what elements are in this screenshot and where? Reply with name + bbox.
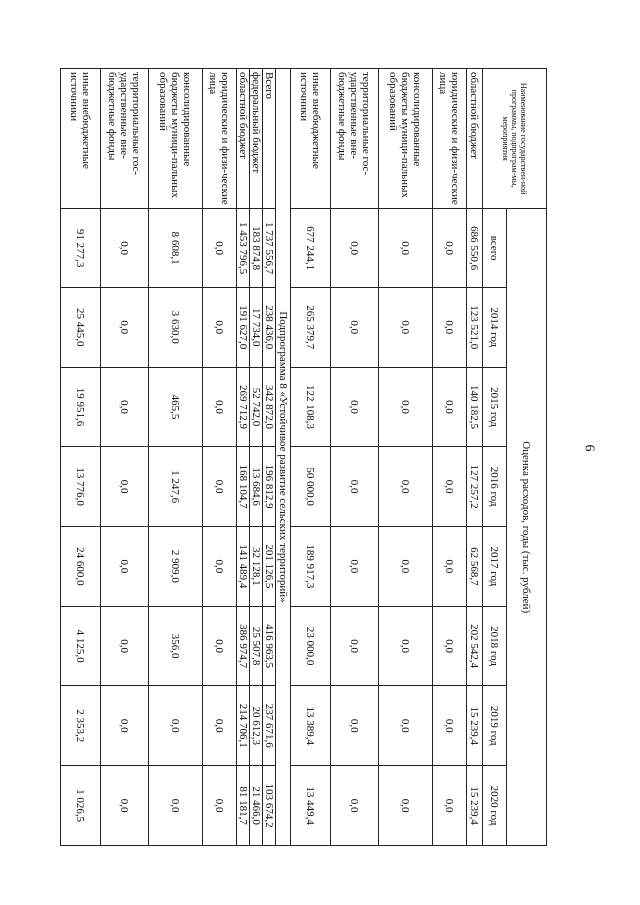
row-value: 4 125,0 xyxy=(61,606,101,686)
table-body xyxy=(61,69,483,846)
row-value: 465,5 xyxy=(149,367,203,447)
row-value: 201 126,5 xyxy=(263,527,276,607)
row-value: 0,0 xyxy=(331,766,379,846)
row-label: иные внебюджетные источники xyxy=(61,69,101,209)
header-year-2: 2015 год xyxy=(483,367,507,447)
row-value: 0,0 xyxy=(331,606,379,686)
table-row xyxy=(263,69,276,846)
row-value: 0,0 xyxy=(101,606,149,686)
table-row xyxy=(331,69,379,846)
row-value: 191 627,0 xyxy=(237,287,250,367)
table-row xyxy=(379,69,433,846)
row-value: 342 872,0 xyxy=(263,367,276,447)
header-name-col: Наименование государствен-ной программы, подпрограм-мы, мероприятия xyxy=(483,69,547,209)
row-value: 0,0 xyxy=(203,287,237,367)
row-value: 1 453 796,5 xyxy=(237,209,250,288)
row-value: 140 182,5 xyxy=(467,367,483,447)
header-year-7: 2020 год xyxy=(483,766,507,846)
row-value: 123 521,0 xyxy=(467,287,483,367)
row-value: 0,0 xyxy=(101,527,149,607)
table-row xyxy=(149,69,203,846)
row-value: 24 600,0 xyxy=(61,527,101,607)
row-value: 15 239,4 xyxy=(467,766,483,846)
row-value: 62 568,7 xyxy=(467,527,483,607)
row-value: 13 684,6 xyxy=(250,447,263,527)
table-row xyxy=(61,69,101,846)
row-value: 25 507,8 xyxy=(250,606,263,686)
row-value: 0,0 xyxy=(379,447,433,527)
row-value: 0,0 xyxy=(379,686,433,766)
row-value: 141 489,4 xyxy=(237,527,250,607)
row-value: 0,0 xyxy=(203,447,237,527)
row-value: 0,0 xyxy=(331,367,379,447)
row-value: 196 812,9 xyxy=(263,447,276,527)
row-value: 1 247,6 xyxy=(149,447,203,527)
row-value: 0,0 xyxy=(433,606,467,686)
row-value: 0,0 xyxy=(149,686,203,766)
row-value: 0,0 xyxy=(203,686,237,766)
row-label: консолидированные бюджеты муници-пальных образований xyxy=(149,69,203,209)
row-value: 386 974,7 xyxy=(237,606,250,686)
row-value: 0,0 xyxy=(149,766,203,846)
rotated-table-container xyxy=(68,68,547,846)
row-value: 127 257,2 xyxy=(467,447,483,527)
row-value: 189 917,3 xyxy=(291,527,331,607)
header-cost-group: Оценка расходов, годы (тыс. рублей) xyxy=(507,209,547,846)
row-value: 0,0 xyxy=(379,766,433,846)
row-value: 81 181,7 xyxy=(237,766,250,846)
row-value: 50 000,0 xyxy=(291,447,331,527)
row-label: областной бюджет xyxy=(237,69,250,209)
row-value: 25 445,0 xyxy=(61,287,101,367)
row-value: 416 963,5 xyxy=(263,606,276,686)
row-value: 0,0 xyxy=(433,367,467,447)
row-value: 23 000,0 xyxy=(291,606,331,686)
row-value: 0,0 xyxy=(331,209,379,288)
row-value: 3 630,0 xyxy=(149,287,203,367)
row-value: 13 389,4 xyxy=(291,686,331,766)
row-value: 0,0 xyxy=(433,527,467,607)
row-value: 19 951,6 xyxy=(61,367,101,447)
row-value: 269 712,9 xyxy=(237,367,250,447)
row-value: 20 612,3 xyxy=(250,686,263,766)
row-value: 202 542,4 xyxy=(467,606,483,686)
subprogram-title: Подпрограмма 8 «Устойчивое развитие сельских территорий» xyxy=(276,69,291,846)
table-row xyxy=(250,69,263,846)
row-label: Всего xyxy=(263,69,276,209)
row-label: юридические и физи-ческие лица xyxy=(433,69,467,209)
row-value: 0,0 xyxy=(331,287,379,367)
row-value: 237 671,6 xyxy=(263,686,276,766)
table-row xyxy=(433,69,467,846)
row-value: 356,0 xyxy=(149,606,203,686)
row-value: 1 737 556,7 xyxy=(263,209,276,288)
table-row xyxy=(203,69,237,846)
row-value: 686 550,6 xyxy=(467,209,483,288)
row-value: 15 239,4 xyxy=(467,686,483,766)
row-value: 677 244,1 xyxy=(291,209,331,288)
header-year-1: 2014 год xyxy=(483,287,507,367)
row-value: 1 026,5 xyxy=(61,766,101,846)
row-value: 0,0 xyxy=(433,209,467,288)
row-value: 214 706,1 xyxy=(237,686,250,766)
row-value: 238 436,0 xyxy=(263,287,276,367)
header-year-4: 2017 год xyxy=(483,527,507,607)
row-value: 2 353,2 xyxy=(61,686,101,766)
row-label: территориальные гос-ударственные вне-бюджетные фонды xyxy=(101,69,149,209)
row-value: 265 379,7 xyxy=(291,287,331,367)
row-value: 0,0 xyxy=(331,447,379,527)
row-value: 32 128,1 xyxy=(250,527,263,607)
row-value: 103 674,2 xyxy=(263,766,276,846)
row-value: 0,0 xyxy=(101,367,149,447)
row-value: 0,0 xyxy=(101,447,149,527)
row-value: 0,0 xyxy=(203,367,237,447)
row-value: 0,0 xyxy=(203,527,237,607)
row-value: 2 909,0 xyxy=(149,527,203,607)
row-value: 0,0 xyxy=(101,287,149,367)
row-value: 52 742,0 xyxy=(250,367,263,447)
table-row xyxy=(467,69,483,846)
row-value: 168 104,7 xyxy=(237,447,250,527)
header-year-5: 2018 год xyxy=(483,606,507,686)
row-label: юридические и физи-ческие лица xyxy=(203,69,237,209)
row-value: 0,0 xyxy=(331,686,379,766)
page-number: 6 xyxy=(581,444,597,452)
row-value: 8 608,1 xyxy=(149,209,203,288)
row-value: 122 108,3 xyxy=(291,367,331,447)
row-value: 0,0 xyxy=(331,527,379,607)
row-label: консолидированные бюджеты муници-пальных образований xyxy=(379,69,433,209)
header-year-0: всего xyxy=(483,209,507,288)
subprogram-row xyxy=(276,69,291,846)
row-value: 0,0 xyxy=(203,766,237,846)
row-value: 0,0 xyxy=(379,209,433,288)
row-label: областной бюджет xyxy=(467,69,483,209)
row-value: 0,0 xyxy=(433,447,467,527)
row-value: 13 776,0 xyxy=(61,447,101,527)
row-value: 0,0 xyxy=(433,287,467,367)
row-value: 0,0 xyxy=(101,766,149,846)
row-value: 0,0 xyxy=(203,209,237,288)
row-value: 0,0 xyxy=(379,287,433,367)
row-value: 0,0 xyxy=(379,606,433,686)
row-value: 13 449,4 xyxy=(291,766,331,846)
row-value: 0,0 xyxy=(101,209,149,288)
row-value: 0,0 xyxy=(101,686,149,766)
row-value: 17 734,0 xyxy=(250,287,263,367)
row-value: 183 874,8 xyxy=(250,209,263,288)
row-value: 0,0 xyxy=(379,367,433,447)
header-year-6: 2019 год xyxy=(483,686,507,766)
row-label: территориальные гос-ударственные вне-бюджетные фонды xyxy=(331,69,379,209)
row-value: 0,0 xyxy=(203,606,237,686)
row-value: 0,0 xyxy=(433,686,467,766)
expense-table xyxy=(60,68,547,846)
header-year-3: 2016 год xyxy=(483,447,507,527)
row-value: 91 277,3 xyxy=(61,209,101,288)
table-row xyxy=(101,69,149,846)
row-value: 21 466,0 xyxy=(250,766,263,846)
table-row xyxy=(291,69,331,846)
row-label: иные внебюджетные источники xyxy=(291,69,331,209)
row-value: 0,0 xyxy=(433,766,467,846)
row-value: 0,0 xyxy=(379,527,433,607)
row-label: федеральный бюджет xyxy=(250,69,263,209)
table-row xyxy=(237,69,250,846)
